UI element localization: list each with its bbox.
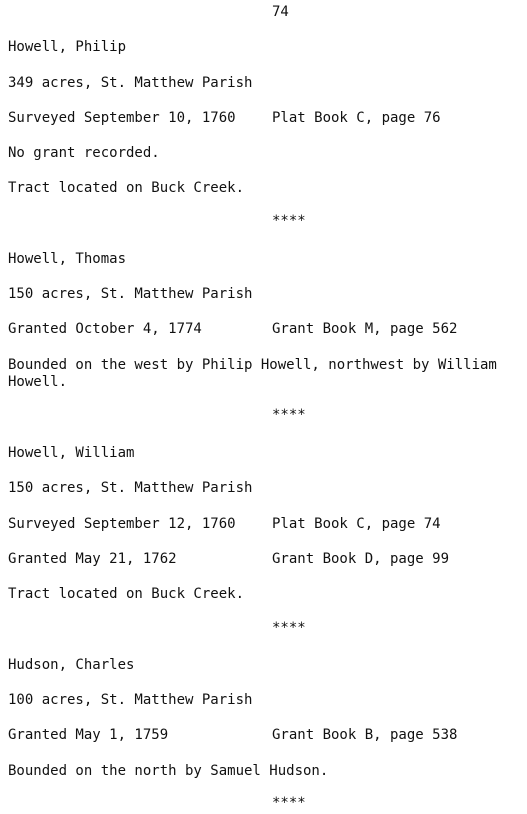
entry-note: Bounded on the west by Philip Howell, northwest by William	[8, 357, 497, 373]
entry-acres: 349 acres, St. Matthew Parish	[8, 75, 253, 91]
separator: ****	[272, 620, 306, 636]
entry-note: Howell.	[8, 374, 68, 390]
entry-note: Tract located on Buck Creek.	[8, 180, 245, 196]
entry-acres: 150 acres, St. Matthew Parish	[8, 480, 253, 496]
entry-record-left: Surveyed September 12, 1760	[8, 516, 236, 532]
entry-name: Howell, William	[8, 445, 135, 461]
entry-name: Howell, Thomas	[8, 251, 127, 267]
entry-acres: 100 acres, St. Matthew Parish	[8, 692, 253, 708]
entry-record-right: Grant Book D, page 99	[272, 551, 450, 567]
entry-acres: 150 acres, St. Matthew Parish	[8, 286, 253, 302]
entry-note: No grant recorded.	[8, 145, 160, 161]
entry-name: Howell, Philip	[8, 39, 127, 55]
separator: ****	[272, 213, 306, 229]
separator: ****	[272, 407, 306, 423]
entry-record-right: Plat Book C, page 74	[272, 516, 441, 532]
entry-record-left: Granted May 21, 1762	[8, 551, 177, 567]
entry-record-right: Grant Book M, page 562	[272, 321, 458, 337]
entry-record-right: Plat Book C, page 76	[272, 110, 441, 126]
page-number: 74	[272, 4, 289, 20]
entry-record-left: Granted October 4, 1774	[8, 321, 202, 337]
entry-note: Bounded on the north by Samuel Hudson.	[8, 763, 329, 779]
separator: ****	[272, 795, 306, 811]
entry-record-left: Granted May 1, 1759	[8, 727, 169, 743]
entry-record-right: Grant Book B, page 538	[272, 727, 458, 743]
entry-record-left: Surveyed September 10, 1760	[8, 110, 236, 126]
entry-name: Hudson, Charles	[8, 657, 135, 673]
entry-note: Tract located on Buck Creek.	[8, 586, 245, 602]
